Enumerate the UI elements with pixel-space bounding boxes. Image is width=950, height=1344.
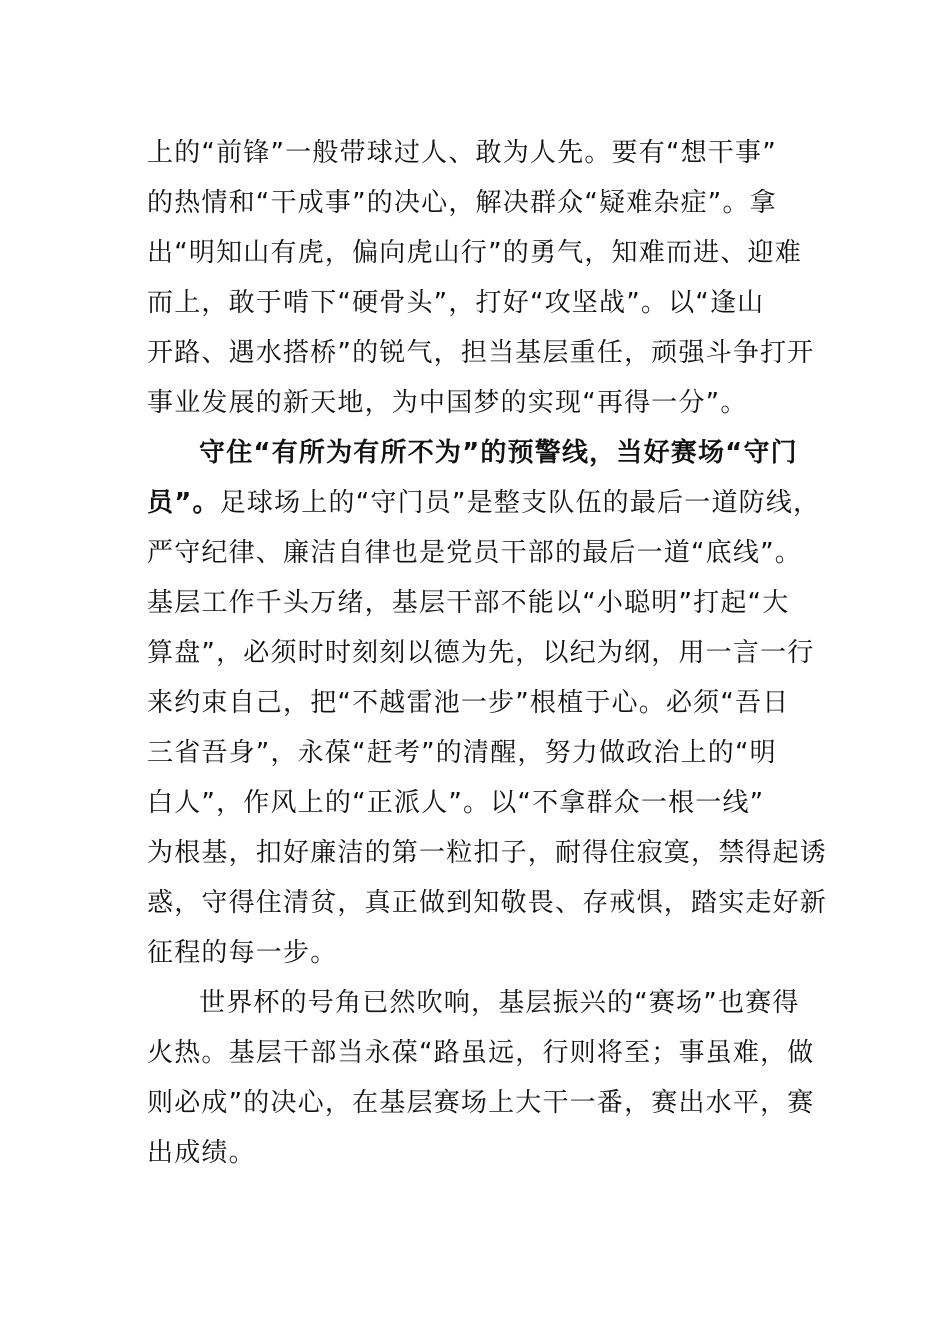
paragraph-line: 则必成”的决心，在基层赛场上大干一番，赛出水平，赛 xyxy=(147,1088,815,1118)
paragraph-line: 世界杯的号角已然吹响，基层振兴的“赛场”也赛得 xyxy=(199,988,800,1018)
paragraph-text: 足球场上的“守门员”是整支队伍的最后一道防线， xyxy=(219,488,821,518)
section-heading-end: 员”。 xyxy=(147,488,220,518)
paragraph-line: 为根基，扣好廉洁的第一粒扣子，耐得住寂寞，禁得起诱 xyxy=(147,838,828,868)
paragraph-line: 惑，守得住清贫，真正做到知敬畏、存戒惧，踏实走好新 xyxy=(147,888,828,918)
paragraph-line: 严守纪律、廉洁自律也是党员干部的最后一道“底线”。 xyxy=(147,538,802,568)
paragraph-line: 出成绩。 xyxy=(147,1138,256,1168)
paragraph-line: 来约束自己，把“不越雷池一步”根植于心。必须“吾日 xyxy=(147,688,790,718)
paragraph-line: 上的“前锋”一般带球过人、敢为人先。要有“想干事” xyxy=(147,138,777,168)
paragraph-line: 算盘”，必须时时刻刻以德为先，以纪为纲，用一言一行 xyxy=(147,638,815,668)
paragraph-line: 基层工作千头万绪，基层干部不能以“小聪明”打起“大 xyxy=(147,588,790,618)
article-body xyxy=(147,128,828,1178)
paragraph-line: 征程的每一步。 xyxy=(147,938,338,968)
paragraph-line: 事业发展的新天地，为中国梦的实现“再得一分”。 xyxy=(147,388,748,418)
paragraph-line: 火热。基层干部当永葆“路虽远，行则将至；事虽难，做 xyxy=(147,1038,815,1068)
paragraph-line: 的热情和“干成事”的决心，解决群众“疑难杂症”。拿 xyxy=(147,188,777,218)
paragraph-line: 出“明知山有虎，偏向虎山行”的勇气，知难而进、迎难 xyxy=(147,238,802,268)
section-heading: 守住“有所为有所不为”的预警线，当好赛场“守门 xyxy=(199,438,798,468)
paragraph-line: 而上，敢于啃下“硬骨头”，打好“攻坚战”。以“逢山 xyxy=(147,288,765,318)
paragraph-line xyxy=(147,478,821,528)
paragraph-line: 三省吾身”，永葆“赶考”的清醒，努力做政治上的“明 xyxy=(147,738,777,768)
paragraph-line: 开路、遇水搭桥”的锐气，担当基层重任，顽强斗争打开 xyxy=(147,338,815,368)
paragraph-line: 白人”，作风上的“正派人”。以“不拿群众一根一线” xyxy=(147,788,765,818)
